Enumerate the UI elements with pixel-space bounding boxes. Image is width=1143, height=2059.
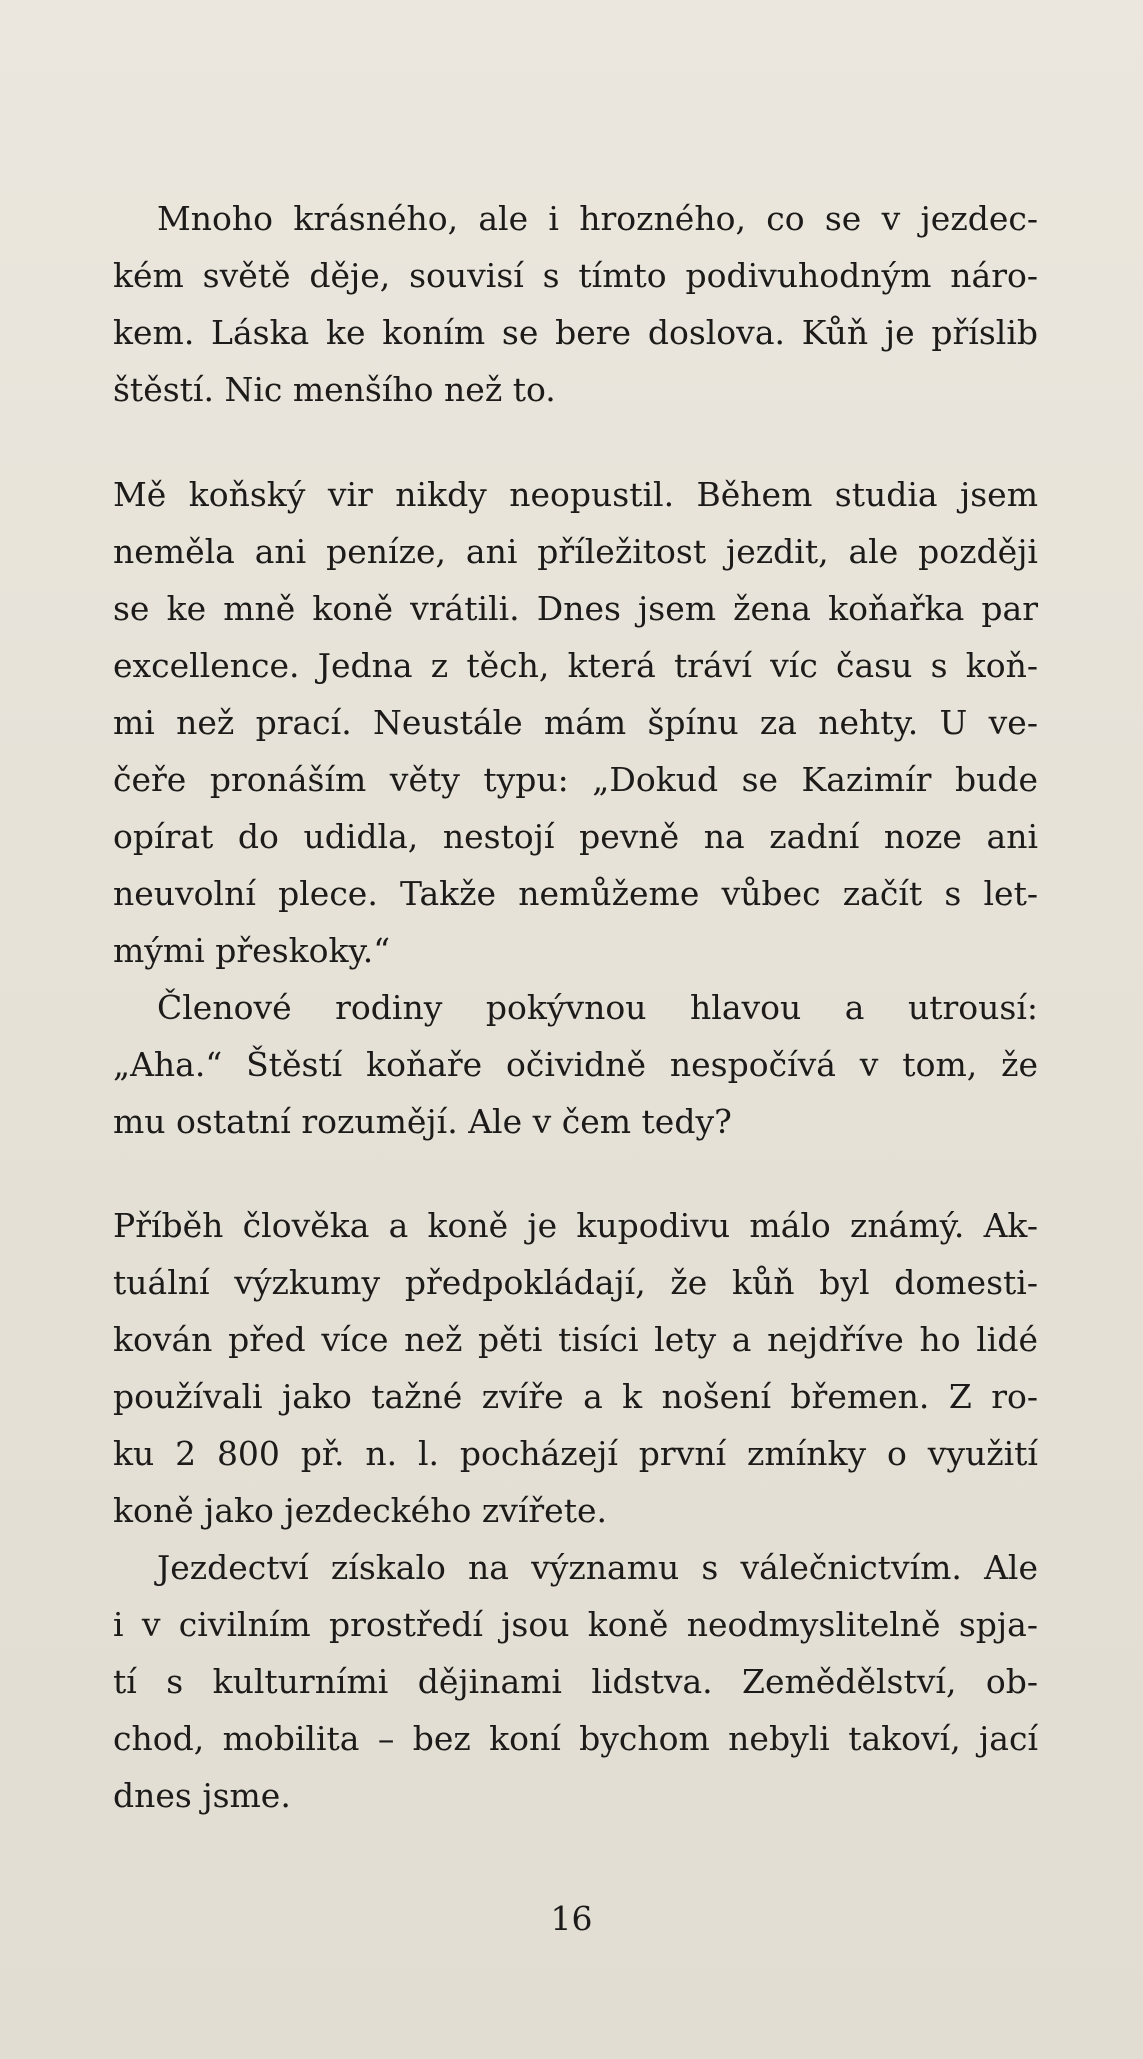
- text-line: mi než prací. Neustále mám špínu za nehty. U ve-: [113, 703, 1038, 742]
- text-line: tí s kulturními dějinami lidstva. Zemědělství, ob-: [113, 1662, 1038, 1701]
- text-line: chod, mobilita – bez koní bychom nebyli takoví, jací: [113, 1719, 1038, 1758]
- text-line: Členové rodiny pokývnou hlavou a utrousí:: [157, 988, 1038, 1027]
- text-line: mu ostatní rozumějí. Ale v čem tedy?: [113, 1102, 732, 1141]
- page-number: 16: [550, 1899, 593, 1938]
- text-line: i v civilním prostředí jsou koně neodmyslitelně spja-: [113, 1605, 1038, 1644]
- paragraph-5: [113, 1539, 1038, 1824]
- text-line: opírat do udidla, nestojí pevně na zadní noze ani: [113, 817, 1038, 856]
- text-line: kem. Láska ke koním se bere doslova. Kůň je příslib: [113, 313, 1038, 352]
- text-line: používali jako tažné zvíře a k nošení břemen. Z ro-: [113, 1377, 1038, 1416]
- text-line: koně jako jezdeckého zvířete.: [113, 1491, 607, 1530]
- text-line: Jezdectví získalo na významu s válečnictvím. Ale: [157, 1548, 1038, 1587]
- text-line: Příběh člověka a koně je kupodivu málo známý. Ak-: [113, 1206, 1038, 1245]
- paragraph-3: [113, 979, 1038, 1150]
- text-line: „Aha.“ Štěstí koňaře očividně nespočívá v tom, že: [113, 1045, 1038, 1084]
- paragraph-4: [113, 1197, 1038, 1539]
- text-line: štěstí. Nic menšího než to.: [113, 370, 556, 409]
- paragraph-1: [113, 190, 1038, 418]
- text-line: dnes jsme.: [113, 1776, 291, 1815]
- text-line: Mě koňský vir nikdy neopustil. Během studia jsem: [113, 475, 1038, 514]
- text-line: kován před více než pěti tisíci lety a nejdříve ho lidé: [113, 1320, 1038, 1359]
- text-line: neměla ani peníze, ani příležitost jezdit, ale později: [113, 532, 1038, 571]
- text-line: kém světě děje, souvisí s tímto podivuhodným náro-: [113, 256, 1038, 295]
- text-line: ku 2 800 př. n. l. pocházejí první zmínky o využití: [113, 1434, 1038, 1473]
- text-line: mými přeskoky.“: [113, 931, 391, 970]
- text-line: excellence. Jedna z těch, která tráví víc času s koň-: [113, 646, 1038, 685]
- paragraph-2: [113, 466, 1038, 979]
- text-line: neuvolní plece. Takže nemůžeme vůbec začít s let-: [113, 874, 1038, 913]
- text-line: Mnoho krásného, ale i hrozného, co se v jezdec-: [157, 199, 1038, 238]
- text-line: se ke mně koně vrátili. Dnes jsem žena koňařka par: [113, 589, 1038, 628]
- text-line: čeře pronáším věty typu: „Dokud se Kazimír bude: [113, 760, 1038, 799]
- text-line: tuální výzkumy předpokládají, že kůň byl domesti-: [113, 1263, 1038, 1302]
